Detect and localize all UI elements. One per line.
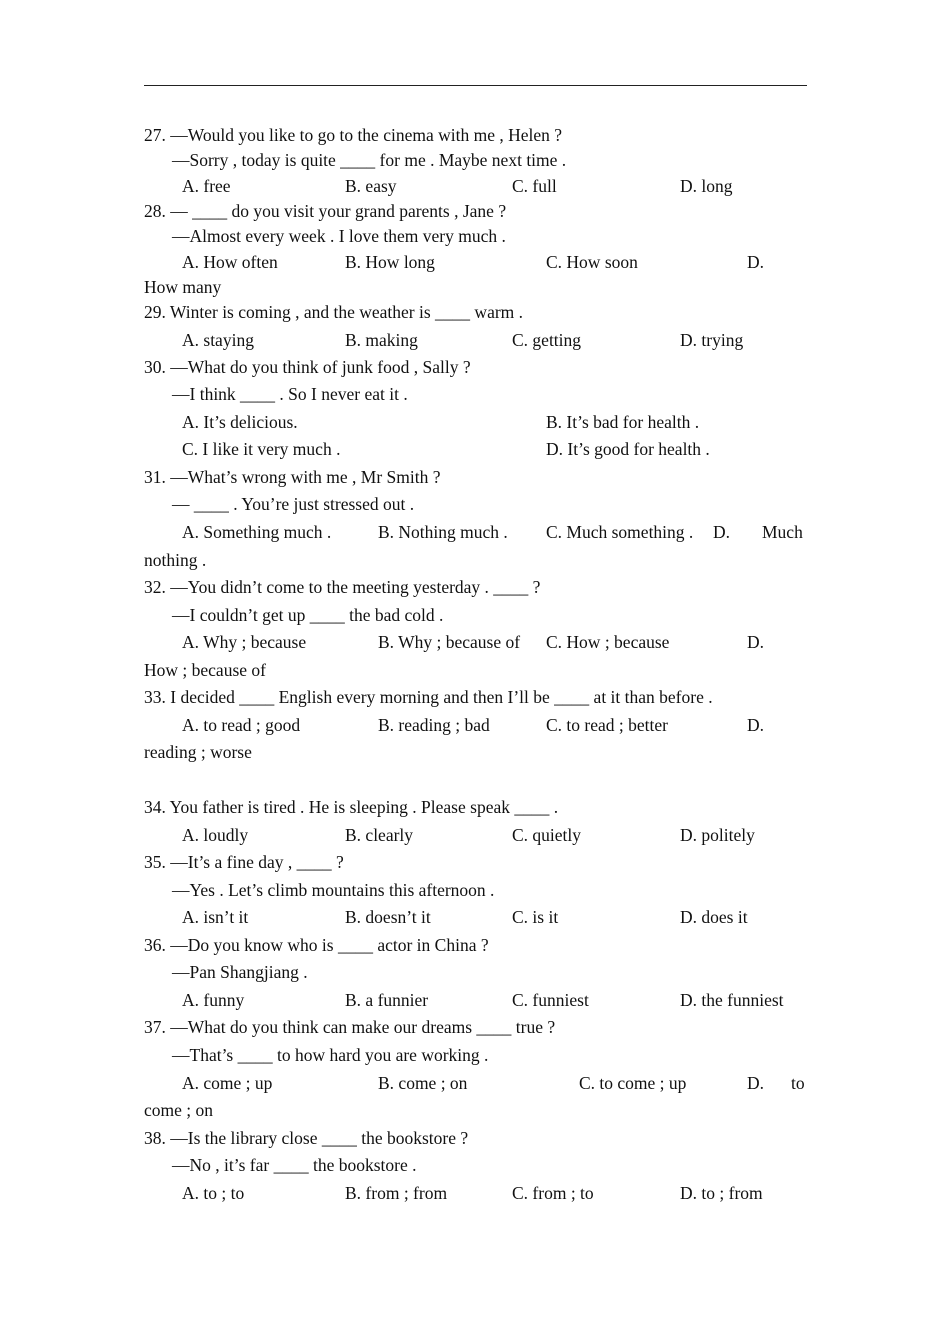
question-27-answer-line: —Sorry , today is quite ____ for me . Maybe next time . <box>172 150 567 170</box>
question-35-answer-line: —Yes . Let’s climb mountains this afternoon . <box>172 880 495 900</box>
question-31-stem: 31. —What’s wrong with me , Mr Smith ? <box>144 467 441 487</box>
q33-option-a[interactable]: A. to read ; good <box>182 715 301 735</box>
q36-option-d[interactable]: D. the funniest <box>680 990 784 1010</box>
q28-option-d[interactable]: D. <box>747 252 765 272</box>
question-27-stem: 27. —Would you like to go to the cinema with me , Helen ? <box>144 125 563 145</box>
q29-option-c[interactable]: C. getting <box>512 330 582 350</box>
q35-option-c[interactable]: C. is it <box>512 907 559 927</box>
q35-option-b[interactable]: B. doesn’t it <box>345 907 431 927</box>
q31-option-c[interactable]: C. Much something . <box>546 522 694 542</box>
q27-option-c[interactable]: C. full <box>512 176 557 196</box>
q37-option-d-wrap[interactable]: come ; on <box>144 1100 214 1120</box>
question-37-stem: 37. —What do you think can make our dreams ____ true ? <box>144 1017 556 1037</box>
q34-option-c[interactable]: C. quietly <box>512 825 582 845</box>
question-28-stem: 28. — ____ do you visit your grand parents , Jane ? <box>144 201 507 221</box>
q34-option-b[interactable]: B. clearly <box>345 825 414 845</box>
q29-option-d[interactable]: D. trying <box>680 330 744 350</box>
q35-option-d[interactable]: D. does it <box>680 907 748 927</box>
q38-option-a[interactable]: A. to ; to <box>182 1183 245 1203</box>
q33-option-c[interactable]: C. to read ; better <box>546 715 668 735</box>
q30-option-b[interactable]: B. It’s bad for health . <box>546 412 700 432</box>
q34-option-d[interactable]: D. politely <box>680 825 755 845</box>
q37-option-d[interactable]: D. <box>747 1073 765 1093</box>
q38-option-c[interactable]: C. from ; to <box>512 1183 594 1203</box>
q30-option-c[interactable]: C. I like it very much . <box>182 439 341 459</box>
q37-option-b[interactable]: B. come ; on <box>378 1073 468 1093</box>
q37-option-a[interactable]: A. come ; up <box>182 1073 273 1093</box>
question-33-stem: 33. I decided ____ English every morning and then I’ll be ____ at it than before . <box>144 687 713 707</box>
q27-option-d[interactable]: D. long <box>680 176 733 196</box>
q32-option-a[interactable]: A. Why ; because <box>182 632 307 652</box>
q31-option-d-wrap[interactable]: nothing . <box>144 550 207 570</box>
question-29-stem: 29. Winter is coming , and the weather is ____ warm . <box>144 302 524 322</box>
question-38-stem: 38. —Is the library close ____ the bookstore ? <box>144 1128 469 1148</box>
q31-option-d-text[interactable]: Much <box>762 522 803 542</box>
q27-option-b[interactable]: B. easy <box>345 176 397 196</box>
q27-option-a[interactable]: A. free <box>182 176 231 196</box>
q38-option-d[interactable]: D. to ; from <box>680 1183 763 1203</box>
q36-option-b[interactable]: B. a funnier <box>345 990 429 1010</box>
question-30-answer-line: —I think ____ . So I never eat it . <box>172 384 408 404</box>
question-37-answer-line: —That’s ____ to how hard you are working . <box>172 1045 489 1065</box>
q33-option-b[interactable]: B. reading ; bad <box>378 715 490 735</box>
q31-option-a[interactable]: A. Something much . <box>182 522 332 542</box>
question-32-answer-line: —I couldn’t get up ____ the bad cold . <box>172 605 444 625</box>
q38-option-b[interactable]: B. from ; from <box>345 1183 448 1203</box>
q31-option-d[interactable]: D. <box>713 522 731 542</box>
q28-option-d-wrap[interactable]: How many <box>144 277 222 297</box>
q28-option-b[interactable]: B. How long <box>345 252 435 272</box>
q29-option-b[interactable]: B. making <box>345 330 418 350</box>
q32-option-b[interactable]: B. Why ; because of <box>378 632 521 652</box>
q37-option-d-text[interactable]: to <box>791 1073 805 1093</box>
q32-option-c[interactable]: C. How ; because <box>546 632 670 652</box>
question-32-stem: 32. —You didn’t come to the meeting yesterday . ____ ? <box>144 577 541 597</box>
question-30-stem: 30. —What do you think of junk food , Sally ? <box>144 357 471 377</box>
q28-option-a[interactable]: A. How often <box>182 252 278 272</box>
question-31-answer-line: — ____ . You’re just stressed out . <box>172 494 415 514</box>
q35-option-a[interactable]: A. isn’t it <box>182 907 249 927</box>
q30-option-a[interactable]: A. It’s delicious. <box>182 412 298 432</box>
q37-option-c[interactable]: C. to come ; up <box>579 1073 687 1093</box>
q36-option-c[interactable]: C. funniest <box>512 990 589 1010</box>
q36-option-a[interactable]: A. funny <box>182 990 245 1010</box>
header-rule <box>144 85 807 86</box>
question-36-answer-line: —Pan Shangjiang . <box>172 962 308 982</box>
q32-option-d[interactable]: D. <box>747 632 765 652</box>
question-34-stem: 34. You father is tired . He is sleeping . Please speak ____ . <box>144 797 559 817</box>
q29-option-a[interactable]: A. staying <box>182 330 254 350</box>
q31-option-b[interactable]: B. Nothing much . <box>378 522 508 542</box>
q30-option-d[interactable]: D. It’s good for health . <box>546 439 710 459</box>
question-28-answer-line: —Almost every week . I love them very much . <box>172 226 506 246</box>
question-35-stem: 35. —It’s a fine day , ____ ? <box>144 852 344 872</box>
q33-option-d-wrap[interactable]: reading ; worse <box>144 742 252 762</box>
q33-option-d[interactable]: D. <box>747 715 765 735</box>
question-36-stem: 36. —Do you know who is ____ actor in China ? <box>144 935 489 955</box>
q34-option-a[interactable]: A. loudly <box>182 825 249 845</box>
q28-option-c[interactable]: C. How soon <box>546 252 638 272</box>
question-38-answer-line: —No , it’s far ____ the bookstore . <box>172 1155 417 1175</box>
q32-option-d-wrap[interactable]: How ; because of <box>144 660 266 680</box>
